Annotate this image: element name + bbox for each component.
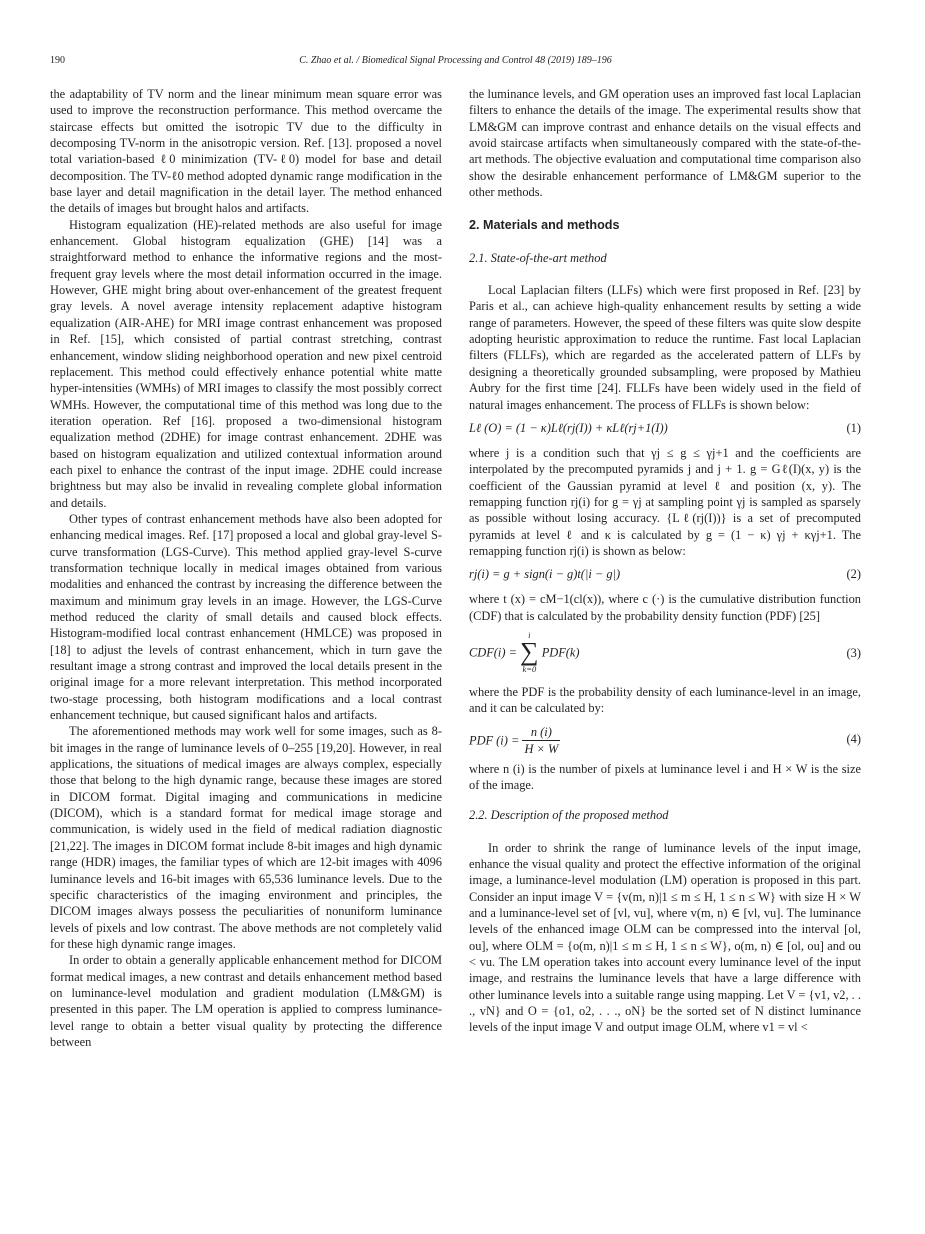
left-paragraph-5: In order to obtain a generally applicable enhancement method for DICOM format medical images, a new contrast and details enhancement method based on luminance-level modulation and gradient modulation (LM&GM) is presented in this paper. The LM operation is applied to compress luminance-level range to obtain a better visual quality by protecting the difference between (50, 953, 442, 1049)
left-paragraph-1: the adaptability of TV norm and the linear minimum mean square error was used to improve the reconstruction performance. This method overcame the staircase effects but omitted the isotropic TV due to the difficulty in decomposing TV-norm in the anisotropic version. Ref. [13]. proposed a novel total variation-based ℓ0 minimization (TV-ℓ0) model for base and detail decomposition. The TV-ℓ0 method adopted dynamic range modification in the base layer and detail magnification in the detail layer. The method enhanced the details of images but brought halos and artifacts. (50, 87, 442, 216)
right-column (469, 86, 861, 1036)
summation-upper-limit: i (528, 629, 531, 640)
equation-3-number: (3) (846, 645, 861, 660)
equation-4-number: (4) (846, 731, 861, 746)
fraction (522, 724, 560, 758)
left-column (50, 86, 442, 1050)
section-heading-2: 2. Materials and methods (469, 218, 620, 233)
equation-4-lhs: PDF (i) = (469, 733, 520, 748)
fraction-denominator: H × W (524, 741, 559, 756)
subsection-heading-2-2: 2.2. Description of the proposed method (469, 808, 669, 823)
equation-2-number: (2) (846, 567, 861, 582)
equation-2-body: rj(i) = g + sign(i − g)t(|i − g|) (469, 567, 621, 582)
left-paragraph-2: Histogram equalization (HE)-related methods are also useful for image enhancement. Global histogram equalization (GHE) [14] was a straightforward method to enhance the informative regions and the most-frequent gray levels where the most detail information occurred in the image. However, GHE might bring about over-enhancement of the greatest frequent gray levels. A novel average intensity replacement adaptive histogram equalization (AIR-AHE) for MRI image contrast enhancement was proposed in Ref. [15], which consisted of partial contrast stretching, contrast enhancement, window sliding neighborhood operation and new pixel centroid replacement. This method could effectively enhance potential white matte hyper-intensities (WMHs) of MRI images to classify the most possibly correct WMHs. However, the computational time of this method was long due to the iteration operation. Ref [16]. proposed a two-dimensional histogram equalization method (2DHE) for image contrast enhancement. 2DHE was based on histogram equalization and utilized contextual information around each pixel to enhance the contrast of the input image. 2DHE could increase brightness but may also be invalid in revealing complete global information and details. (50, 217, 442, 510)
subsection-heading-2-1: 2.1. State-of-the-art method (469, 250, 607, 265)
right-paragraph-6: In order to shrink the range of luminance levels of the input image, enhance the visual quality and protect the effective information of the original image, a luminance-level modulation (LM) operation is proposed in this part. Consider an input image V = {v(m, n)|1 ≤ m ≤ H, 1 ≤ n ≤ W} with size H × W and a luminance-level set of [vl, vu], where v(m, n) ∈ [vl, vu]. The luminance levels of the enhanced image OLM can be compressed into the interval [ol, ou], where OLM = {o(m, n)|1 ≤ m ≤ H, 1 ≤ n ≤ W}, o(m, n) ∈ [ol, ou] and ou < vu. The LM operation takes into account every luminance level of the input image, and restrains the luminance levels that have a large difference with other luminance levels into a suitable range using mapping. Let V = {v1, v2, . . ., vN} and O = {o1, o2, . . ., oN} be the sorted set of N distinct luminance levels of the input image V and output image OLM, where v1 = vl < (469, 840, 861, 1035)
right-paragraph-3: where t (x) = cM−1(cl(x)), where c (·) is the cumulative distribution function (CDF) that is calculated by the probability density function (PDF) [25] (469, 592, 861, 623)
summation-sign: ∑ (520, 637, 539, 667)
page-number: 190 (50, 55, 65, 66)
right-paragraph-5: where n (i) is the number of pixels at luminance level i and H × W is the size of the image. (469, 761, 861, 792)
equation-3-rhs: PDF(k) (541, 645, 580, 660)
equation-2 (469, 566, 861, 584)
left-paragraph-4: The aforementioned methods may work well for some images, such as 8-bit images in the range of luminance levels of 0–255 [19,20]. However, in real applications, the situations of medical images are always complex, especially those that belong to the high dynamic range, because these images are stored in DICOM format. Digital imaging and communications in medicine (DICOM), which is a standard format for medical image storage and communication, is widely used in the field of medical radiation diagnostic [21,22]. The images in DICOM format include 8-bit images and high dynamic range (HDR) images, the familiar types of which are 12-bit images with 4096 luminance levels and 16-bit images with 65,536 luminance levels. Due to the specific characteristics of the imaging environment and principles, the DICOM images always possess the peculiarities of nonuniform luminance levels of pixels and low contrast. The above methods are not completely valid for these high dynamic range images. (50, 724, 442, 951)
summation-lower-limit: k=0 (522, 664, 537, 675)
summation-symbol (520, 631, 539, 674)
right-paragraph-2: where j is a condition such that γj ≤ g ≤ γj+1 and the coefficients are interpolated by the precomputed pyramids j and j + 1. g = Gℓ(I)(x, y) is the coefficient of the Gaussian pyramid at level ℓ and position (x, y). The remapping function rj(i) for g = γj at sampling point γj is sampled as sparsely as possible without losing accuracy. {Lℓ(rj(I))} is a set of precomputed pyramids at level ℓ and κ is calculated by g = (1 − κ) γj + κγj+1. The remapping function rj(i) is shown as below: (469, 445, 861, 558)
fraction-numerator: n (i) (522, 724, 560, 741)
equation-1 (469, 420, 861, 438)
right-paragraph-4: where the PDF is the probability density of each luminance-level in an image, and it can be calculated by: (469, 684, 861, 716)
equation-4 (469, 724, 861, 754)
right-paragraph-1: Local Laplacian filters (LLFs) which were first proposed in Ref. [23] by Paris et al., can achieve high-quality enhancement results by setting a wide range of parameters. However, the speed of these filters was quite slow despite adopting heuristic approximation to reduce the runtime. Fast local Laplacian filters (FLLFs), which are regarded as the accelerated pattern of LLFs by designing a theoretically grounded subsampling, were proposed by Mathieu Aubry for the first time [24]. FLLFs have been widely used in the field of natural images enhancement. The process of FLLFs is shown below: (469, 283, 861, 412)
equation-3-lhs: CDF(i) = (469, 645, 517, 660)
left-paragraph-3: Other types of contrast enhancement methods have also been adopted for enhancing medical images. Ref. [17] proposed a local and global gray-level S-curve transformation (LGS-Curve). This method applied gray-level S-curve transformation technique locally in medical images obtained from various modalities and enhanced the contrast by increasing the difference between the maximum and minimum gray levels in an image. However, the LGS-Curve method reduced the clarity of small details and caused block effects. Histogram-modified local contrast enhancement (HMLCE) was proposed in [18] to adjust the levels of contrast enhancement, which in turn gave the resultant image a strong contrast and improved the local details present in the original image for a more relevant interpretation. This method incorporated two-stage processing, both histogram modifications and a local contrast enhancement technique, but caused significant halos and artifacts. (50, 511, 442, 723)
running-title: C. Zhao et al. / Biomedical Signal Processing and Control 48 (2019) 189–196 (299, 55, 612, 66)
equation-3 (469, 631, 861, 677)
right-paragraph-0: the luminance levels, and GM operation uses an improved fast local Laplacian filters to enhance the details of the image. The experimental results show that LM&GM can improve contrast and enhance details on the visual effects and avoid staircase artifacts when simultaneously compared with the state-of-the-art methods. The objective evaluation and computational time comparison also show the desirable enhancement performance of LM&GM superior to the other methods. (469, 87, 861, 200)
equation-1-number: (1) (846, 420, 861, 435)
equation-1-body: Lℓ (O) = (1 − κ)Lℓ(rj(I)) + κLℓ(rj+1(I)) (469, 420, 668, 435)
running-header (50, 55, 861, 71)
